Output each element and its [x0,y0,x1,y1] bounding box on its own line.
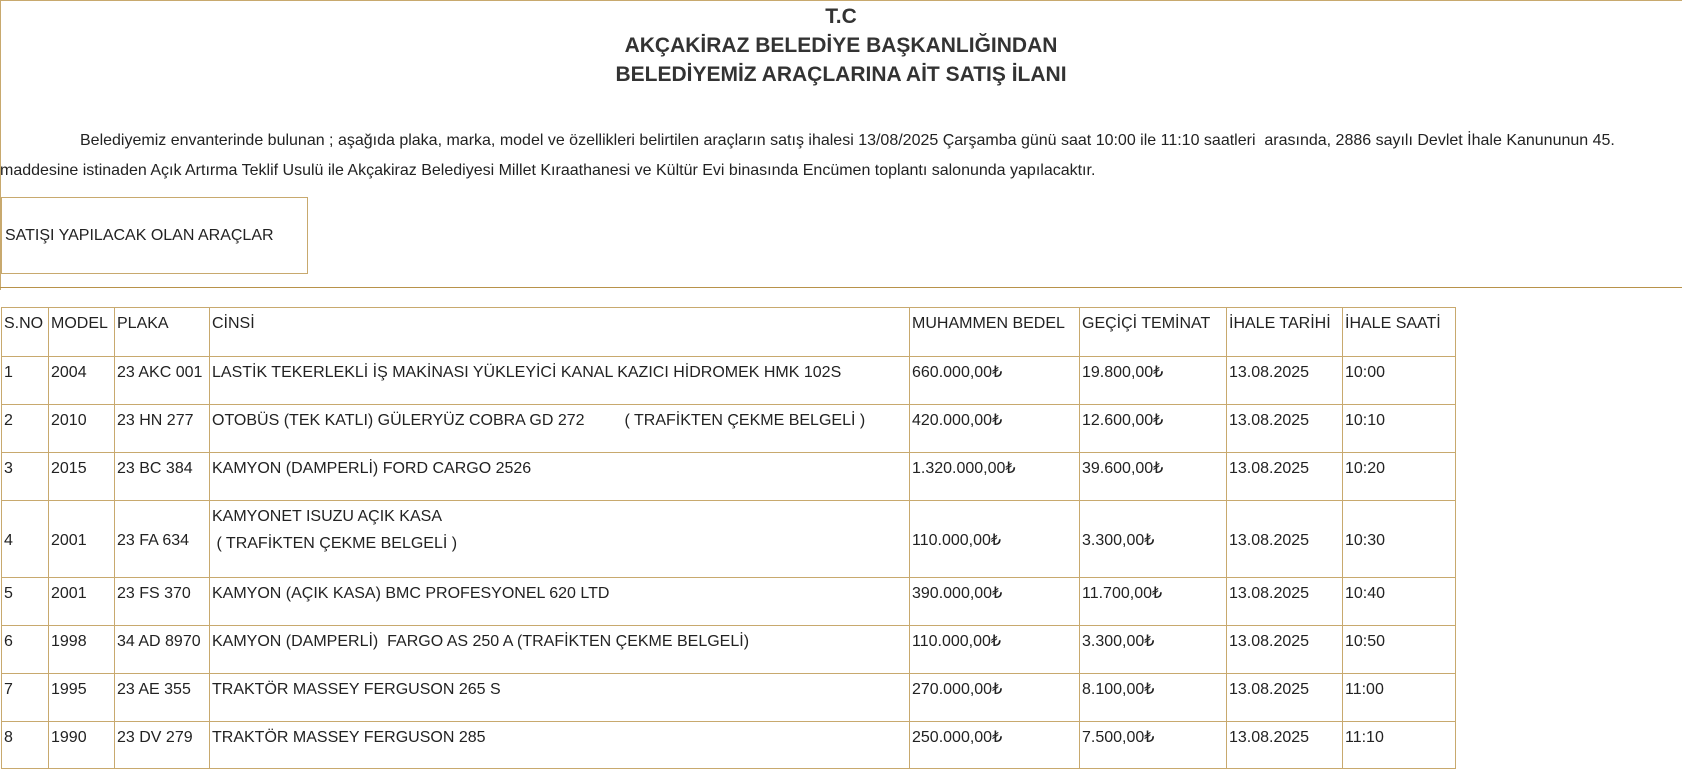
cell-ihale-tarihi: 13.08.2025 [1227,674,1343,722]
cell-cinsi [210,405,910,453]
cell-gecici-teminat: 3.300,00₺ [1080,626,1227,674]
header-sno: S.NO [2,308,49,357]
cinsi-text: KAMYON (AÇIK KASA) BMC PROFESYONEL 620 LTD [212,585,610,602]
cell-ihale-tarihi: 13.08.2025 [1227,578,1343,626]
cell-ihale-saati: 10:40 [1343,578,1456,626]
cell-cinsi [210,501,910,578]
cell-plaka: 23 BC 384 [115,453,210,501]
cell-muhammen-bedel: 660.000,00₺ [910,357,1080,405]
cell-muhammen-bedel: 270.000,00₺ [910,674,1080,722]
cell-sno: 7 [2,674,49,722]
cell-ihale-tarihi: 13.08.2025 [1227,501,1343,578]
cell-cinsi [210,357,910,405]
cell-model: 2001 [49,578,115,626]
cell-plaka: 23 AKC 001 [115,357,210,405]
cell-gecici-teminat: 3.300,00₺ [1080,501,1227,578]
header-model: MODEL [49,308,115,357]
vehicles-table [1,307,1456,769]
cell-plaka: 23 FA 634 [115,501,210,578]
cell-model: 1990 [49,722,115,769]
cell-cinsi [210,722,910,769]
cinsi-text: LASTİK TEKERLEKLİ İŞ MAKİNASI YÜKLEYİCİ KANAL KAZICI HİDROMEK HMK 102S [212,364,842,381]
cell-gecici-teminat: 12.600,00₺ [1080,405,1227,453]
cinsi-text: TRAKTÖR MASSEY FERGUSON 285 [212,729,486,746]
header-cinsi: CİNSİ [210,308,910,357]
cell-model: 1995 [49,674,115,722]
table-header-row [2,308,1456,357]
cell-model: 2001 [49,501,115,578]
cell-plaka: 23 AE 355 [115,674,210,722]
intro-paragraph: Belediyemiz envanterinde bulunan ; aşağıda plaka, marka, model ve özellikleri belirtilen araçların satış ihalesi 13/08/2025 Çarşamba günü saat 10:00 ile 11:10 saatleri arasında, 2886 sayılı Devlet İhale Kanununun 45. maddesine istinaden Açık Artırma Teklif Usulü ile Akçakiraz Belediyesi Millet Kıraathanesi ve Kültür Evi binasında Encümen toplantı salonunda yapılacaktır. [0,132,1620,179]
cell-model: 2015 [49,453,115,501]
cinsi-text: KAMYON (DAMPERLİ) FORD CARGO 2526 [212,460,532,477]
cell-muhammen-bedel: 110.000,00₺ [910,626,1080,674]
table-row [2,405,1456,453]
cell-sno: 8 [2,722,49,769]
section-title: SATIŞI YAPILACAK OLAN ARAÇLAR [5,226,274,244]
cell-plaka: 34 AD 8970 [115,626,210,674]
cell-ihale-saati: 10:00 [1343,357,1456,405]
cell-ihale-saati: 11:10 [1343,722,1456,769]
cell-muhammen-bedel: 390.000,00₺ [910,578,1080,626]
header-ihale-tarihi: İHALE TARİHİ [1227,308,1343,357]
table-row [2,357,1456,405]
cell-plaka: 23 DV 279 [115,722,210,769]
cinsi-text: KAMYON (DAMPERLİ) FARGO AS 250 A (TRAFİKTEN ÇEKME BELGELİ) [212,633,750,650]
announcement-header [0,2,1682,89]
header-ihale-saati: İHALE SAATİ [1343,308,1456,357]
cell-gecici-teminat: 7.500,00₺ [1080,722,1227,769]
cell-muhammen-bedel: 250.000,00₺ [910,722,1080,769]
cell-ihale-saati: 10:10 [1343,405,1456,453]
cell-plaka: 23 FS 370 [115,578,210,626]
cell-ihale-saati: 10:30 [1343,501,1456,578]
section-divider [0,287,1682,288]
cell-gecici-teminat: 39.600,00₺ [1080,453,1227,501]
frame-top-border [0,0,1682,1]
cell-plaka: 23 HN 277 [115,405,210,453]
intro-paragraph-container [0,126,1660,186]
cell-cinsi [210,674,910,722]
table-row [2,501,1456,578]
cell-model: 2010 [49,405,115,453]
cinsi-text: KAMYONET ISUZU AÇIK KASA [212,508,442,525]
cinsi-text-note: ( TRAFİKTEN ÇEKME BELGELİ ) [212,535,458,552]
header-line-municipality: AKÇAKİRAZ BELEDİYE BAŞKANLIĞINDAN [624,34,1058,57]
cell-sno: 6 [2,626,49,674]
cell-model: 1998 [49,626,115,674]
cell-gecici-teminat: 8.100,00₺ [1080,674,1227,722]
section-title-box [1,197,308,274]
cell-cinsi [210,626,910,674]
cinsi-text: TRAKTÖR MASSEY FERGUSON 265 S [212,681,501,698]
table-row [2,578,1456,626]
cell-ihale-tarihi: 13.08.2025 [1227,722,1343,769]
table-row [2,722,1456,769]
cell-sno: 1 [2,357,49,405]
cell-sno: 5 [2,578,49,626]
cell-ihale-saati: 10:20 [1343,453,1456,501]
header-muhammen-bedel: MUHAMMEN BEDEL [910,308,1080,357]
header-line-tc: T.C [825,5,857,28]
cell-muhammen-bedel: 110.000,00₺ [910,501,1080,578]
cell-gecici-teminat: 19.800,00₺ [1080,357,1227,405]
cell-cinsi [210,578,910,626]
cell-muhammen-bedel: 1.320.000,00₺ [910,453,1080,501]
header-plaka: PLAKA [115,308,210,357]
cell-ihale-tarihi: 13.08.2025 [1227,453,1343,501]
cinsi-text: OTOBÜS (TEK KATLI) GÜLERYÜZ COBRA GD 272 ( TRAFİKTEN ÇEKME BELGELİ ) [212,412,866,429]
cell-gecici-teminat: 11.700,00₺ [1080,578,1227,626]
header-gecici-teminat: GEÇİÇİ TEMİNAT [1080,308,1227,357]
cell-ihale-saati: 11:00 [1343,674,1456,722]
cell-sno: 3 [2,453,49,501]
cell-model: 2004 [49,357,115,405]
cell-sno: 4 [2,501,49,578]
header-line-title: BELEDİYEMİZ ARAÇLARINA AİT SATIŞ İLANI [615,63,1067,86]
table-row [2,674,1456,722]
table-row [2,453,1456,501]
table-row [2,626,1456,674]
cell-ihale-saati: 10:50 [1343,626,1456,674]
cell-ihale-tarihi: 13.08.2025 [1227,357,1343,405]
cell-muhammen-bedel: 420.000,00₺ [910,405,1080,453]
cell-ihale-tarihi: 13.08.2025 [1227,626,1343,674]
cell-cinsi [210,453,910,501]
cell-ihale-tarihi: 13.08.2025 [1227,405,1343,453]
cell-sno: 2 [2,405,49,453]
